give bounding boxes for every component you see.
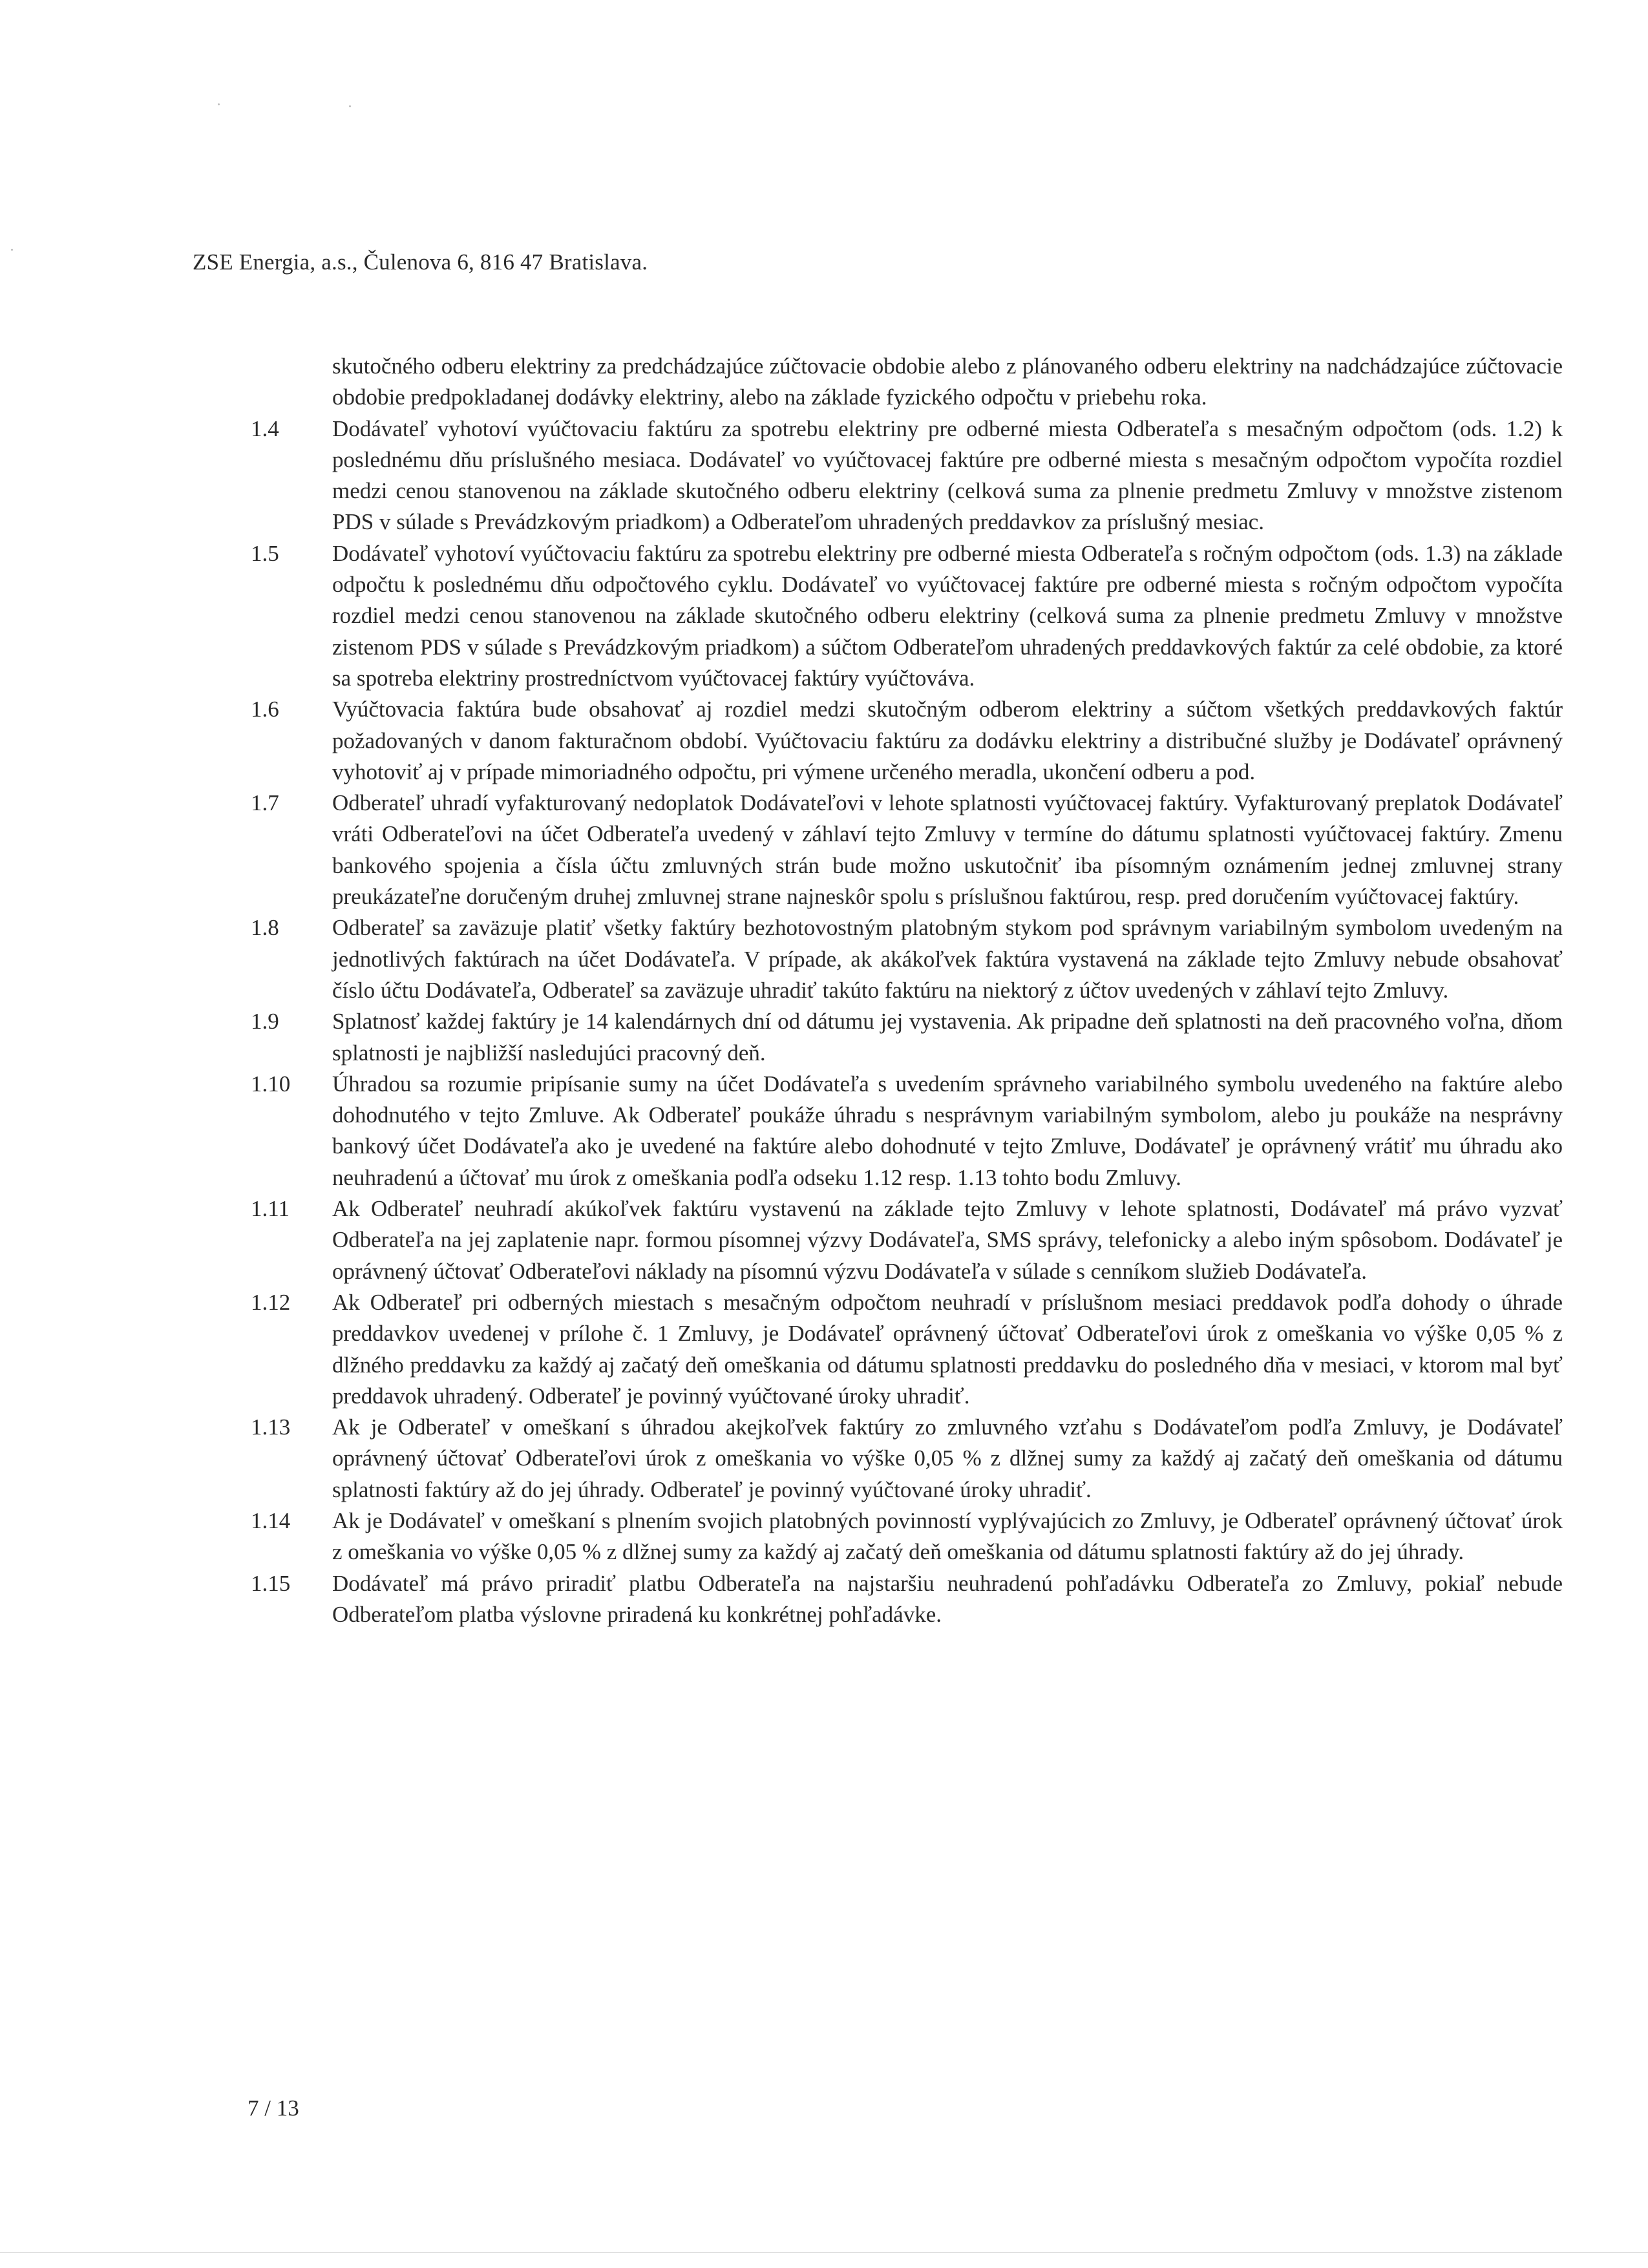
clause-1-4 [251, 414, 1563, 538]
lead-paragraph: skutočného odberu elektriny za predchádzajúce zúčtovacie obdobie alebo z plánovaného odberu elektriny na nadchádzajúce zúčtovacie obdobie predpokladanej dodávky elektriny, alebo na základe fyzického odpočtu v priebehu roka. [332, 353, 1563, 410]
clause-number: 1.15 [251, 1570, 291, 1596]
clause-number: 1.4 [251, 415, 279, 441]
clause-number: 1.14 [251, 1507, 291, 1533]
clause-text: Ak Odberateľ pri odberných miestach s mesačným odpočtom neuhradí v príslušnom mesiaci preddavok podľa dohody o úhrade preddavkov uvedenej v prílohe č. 1 Zmluvy, je Dodávateľ oprávnený účtovať Odberateľovi úrok z omeškania vo výške 0,05 % z dlžného preddavku za každý aj začatý deň omeškania od dátumu splatnosti preddavku do posledného dňa v mesiaci, v ktorom mal byť preddavok uhradený. Odberateľ je povinný vyúčtované úroky uhradiť. [332, 1289, 1563, 1409]
clause-1-6 [251, 694, 1563, 788]
clause-text: Odberateľ uhradí vyfakturovaný nedoplatok Dodávateľovi v lehote splatnosti vyúčtovacej faktúry. Vyfakturovaný preplatok Dodávateľ vráti Odberateľovi na účet Odberateľa uvedený v záhlaví tejto Zmluvy v termíne do dátumu splatnosti vyúčtovacej faktúry. Zmenu bankového spojenia a čísla účtu zmluvných strán bude možno uskutočniť iba písomným oznámením jednej zmluvnej strany preukázateľne doručeným druhej zmluvnej strane najneskôr spolu s príslušnou faktúrou, resp. pred doručením vyúčtovacej faktúry. [332, 790, 1563, 910]
contract-body [251, 351, 1563, 1630]
clause-text: Úhradou sa rozumie pripísanie sumy na účet Dodávateľa s uvedením správneho variabilného symbolu uvedeného na faktúre alebo dohodnutého v tejto Zmluve. Ak Odberateľ poukáže úhradu s nesprávnym variabilným symbolom, alebo ju poukáže na nesprávny bankový účet Dodávateľa ako je uvedené na faktúre alebo dohodnuté v tejto Zmluve, Dodávateľ je oprávnený vrátiť mu úhradu ako neuhradenú a účtovať mu úrok z omeškania podľa odseku 1.12 resp. 1.13 tohto bodu Zmluvy. [332, 1071, 1563, 1190]
page-number: 7 / 13 [248, 2095, 299, 2121]
clause-1-11 [251, 1193, 1563, 1287]
clause-text: Ak Odberateľ neuhradí akúkoľvek faktúru vystavenú na základe tejto Zmluvy v lehote splatnosti, Dodávateľ má právo vyzvať Odberateľa na jej zaplatenie napr. formou písomnej výzvy Dodávateľa, SMS správy, telefonicky a alebo iným spôsobom. Dodávateľ je oprávnený účtovať Odberateľovi náklady na písomnú výzvu Dodávateľa v súlade s cenníkom služieb Dodávateľa. [332, 1196, 1563, 1284]
clause-1-10 [251, 1069, 1563, 1193]
scan-speck [349, 105, 351, 107]
clause-1-7 [251, 788, 1563, 912]
clause-1-15 [251, 1568, 1563, 1631]
clause-text: Splatnosť každej faktúry je 14 kalendárnych dní od dátumu jej vystavenia. Ak pripadne deň splatnosti na deň pracovného voľna, dňom splatnosti je najbližší nasledujúci pracovný deň. [332, 1009, 1563, 1066]
clause-number: 1.5 [251, 540, 279, 566]
clause-text: Ak je Dodávateľ v omeškaní s plnením svojich platobných povinností vyplývajúcich zo Zmluvy, je Odberateľ oprávnený účtovať úrok z omeškania vo výške 0,05 % z dlžnej sumy za každý aj začatý deň omeškania od dátumu splatnosti faktúry až do jej úhrady. [332, 1507, 1563, 1565]
clause-1-8 [251, 912, 1563, 1006]
clause-text: Dodávateľ vyhotoví vyúčtovaciu faktúru za spotrebu elektriny pre odberné miesta Odberateľa s ročným odpočtom (ods. 1.3) na základe odpočtu k poslednému dňu odpočtového cyklu. Dodávateľ vo vyúčtovacej faktúre pre odberné miesta s ročným odpočtom vypočíta rozdiel medzi cenou stanovenou na základe skutočného odberu elektriny (celková suma za plnenie predmetu Zmluvy v množstve zistenom PDS v súlade s Prevádzkovým priadkom) a súčtom Odberateľom uhradených preddavkových faktúr za celé obdobie, za ktoré sa spotreba elektriny prostredníctvom vyúčtovacej faktúry vyúčtováva. [332, 540, 1563, 691]
clause-text: Dodávateľ vyhotoví vyúčtovaciu faktúru za spotrebu elektriny pre odberné miesta Odberateľa s mesačným odpočtom (ods. 1.2) k poslednému dňu príslušného mesiaca. Dodávateľ vo vyúčtovacej faktúre pre odberné miesta s mesačným odpočtom vypočíta rozdiel medzi cenou stanovenou na základe skutočného odberu elektriny (celková suma za plnenie predmetu Zmluvy v množstve zistenom PDS v súlade s Prevádzkovým priadkom) a Odberateľom uhradených preddavkov za príslušný mesiac. [332, 415, 1563, 535]
clause-number: 1.7 [251, 790, 279, 816]
clause-number: 1.12 [251, 1289, 291, 1315]
clause-number: 1.6 [251, 697, 279, 722]
clause-1-13 [251, 1412, 1563, 1506]
clause-number: 1.8 [251, 915, 279, 941]
clause-text: Ak je Odberateľ v omeškaní s úhradou akejkoľvek faktúry zo zmluvného vzťahu s Dodávateľom podľa Zmluvy, je Dodávateľ oprávnený účtovať Odberateľovi úrok z omeškania vo výške 0,05 % z dlžnej sumy za každý aj začatý deň omeškania od dátumu splatnosti faktúry až do jej úhrady. Odberateľ je povinný vyúčtované úroky uhradiť. [332, 1414, 1563, 1502]
clause-1-5 [251, 538, 1563, 694]
clause-text: Vyúčtovacia faktúra bude obsahovať aj rozdiel medzi skutočným odberom elektriny a súčtom všetkých preddavkových faktúr požadovaných v danom fakturačnom období. Vyúčtovaciu faktúru za dodávku elektriny a distribučné služby je Dodávateľ oprávnený vyhotoviť aj v prípade mimoriadného odpočtu, pri výmene určeného meradla, ukončení odberu a pod. [332, 697, 1563, 784]
clause-1-14 [251, 1506, 1563, 1568]
scan-speck [218, 103, 220, 105]
clause-number: 1.11 [251, 1196, 290, 1222]
clause-number: 1.10 [251, 1071, 291, 1097]
scan-speck [11, 249, 13, 251]
clause-number: 1.13 [251, 1414, 291, 1440]
clause-1-9 [251, 1006, 1563, 1069]
clause-text: Odberateľ sa zaväzuje platiť všetky faktúry bezhotovostným platobným stykom pod správnym variabilným symbolom uvedeným na jednotlivých faktúrach na účet Dodávateľa. V prípade, ak akákoľvek faktúra vystavená na základe tejto Zmluvy nebude obsahovať číslo účtu Dodávateľa, Odberateľ sa zaväzuje uhradiť takúto faktúru na niektorý z účtov uvedených v záhlaví tejto Zmluvy. [332, 915, 1563, 1003]
clause-number: 1.9 [251, 1009, 279, 1034]
clause-1-12 [251, 1287, 1563, 1412]
scan-edge-line [0, 2252, 1648, 2253]
company-header: ZSE Energia, a.s., Čulenova 6, 816 47 Bratislava. [193, 249, 648, 275]
clause-text: Dodávateľ má právo priradiť platbu Odberateľa na najstaršiu neuhradenú pohľadávku Odberateľa zo Zmluvy, pokiaľ nebude Odberateľom platba výslovne priradená ku konkrétnej pohľadávke. [332, 1570, 1563, 1627]
